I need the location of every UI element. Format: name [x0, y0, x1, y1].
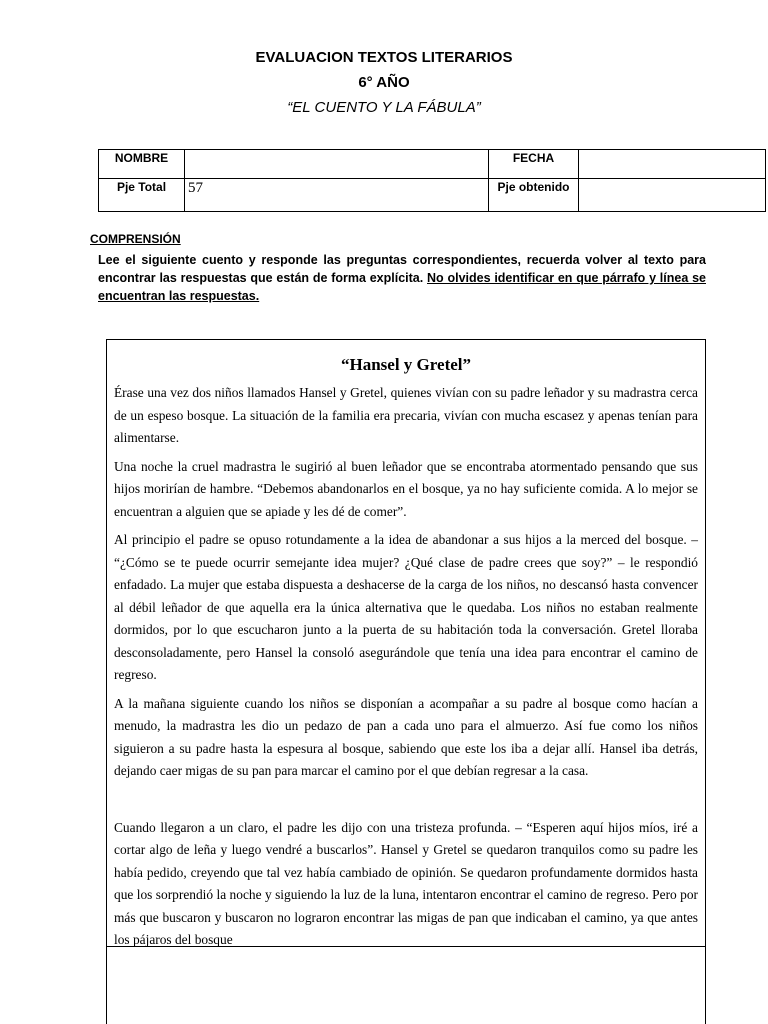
pje-total-value: 57 — [185, 179, 489, 212]
document-subtitle: “EL CUENTO Y LA FÁBULA” — [287, 99, 481, 116]
pje-obtenido-label: Pje obtenido — [489, 179, 579, 212]
pje-obtenido-field[interactable] — [579, 179, 766, 212]
story-box — [106, 339, 706, 1024]
story-paragraph: Érase una vez dos niños llamados Hansel y Gretel, quienes vivían con su padre leñador y su madrastra cerca de un espeso bosque. La situación de la familia era precaria, vivían con mucha escasez y apenas tenían para alimentarse. — [114, 385, 698, 445]
story-title: “Hansel y Gretel” — [341, 355, 471, 374]
story-box-bottom-border — [106, 946, 706, 947]
grade-label: 6° AÑO — [358, 74, 410, 91]
info-row-name — [99, 150, 766, 179]
nombre-field[interactable] — [185, 150, 489, 179]
document-title: EVALUACION TEXTOS LITERARIOS — [255, 49, 513, 66]
fecha-label: FECHA — [489, 150, 579, 179]
student-info-table — [98, 149, 766, 212]
section-title: COMPRENSIÓN — [90, 232, 181, 246]
story-paragraph: A la mañana siguiente cuando los niños se disponían a acompañar a su padre al bosque como hacían a menudo, la madrastra les dio un pedazo de pan a cada uno para el almuerzo. Así fue como los niños siguieron a su padre hasta la espesura al bosque, sabiendo que este los iba a dejar allí. Hansel iba detrás, dejando caer migas de su pan para marcar el camino por el que debían regresar a la casa. — [114, 695, 698, 778]
instructions-underlined: No olvides identificar en que párrafo y línea se encuentran las respuestas. — [98, 271, 706, 303]
document-header — [0, 48, 768, 118]
pje-total-label: Pje Total — [99, 179, 185, 212]
instructions — [98, 251, 706, 305]
nombre-label: NOMBRE — [99, 150, 185, 179]
story-paragraph: Al principio el padre se opuso rotundamente a la idea de abandonar a sus hijos a la merced del bosque. – “¿Cómo se te puede ocurrir semejante idea mujer? ¿Qué clase de padre crees que soy?” – le respondió enfadado. La mujer que estaba dispuesta a deshacerse de la carga de los niños, no descansó hasta convencer al débil leñador de que aquella era la única alternativa que le quedaba. Los niños no estaban realmente dormidos, por lo que escucharon junto a la puerta de su habitación toda la conversación. Gretel lloraba desconsoladamente, pero Hansel la consoló asegurándole que tenía una idea para encontrar el camino de regreso. — [114, 532, 698, 682]
story-paragraph: Una noche la cruel madrastra le sugirió al buen leñador que se encontraba atormentado pensando que sus hijos morirían de hambre. “Debemos abandonarlos en el bosque, ya no hay suficiente comida. A lo mejor se encuentran a alguien que se apiade y les dé de comer”. — [114, 458, 698, 519]
story-paragraph: Cuando llegaron a un claro, el padre les dijo con una tristeza profunda. – “Esperen aquí hijos míos, iré a cortar algo de leña y luego vendré a buscarlos”. Hansel y Gretel se quedaron tranquilos como su padre les había pedido, creyendo que tal vez había cambiado de opinión. Se quedaron profundamente dormidos hasta que los sorprendió la noche y siguiendo la luz de la luna, intentaron encontrar el camino de regreso. Pero por más que buscaron y buscaron no lograron encontrar las migas de pan que indicaban el camino, ya que antes los pájaros del bosque — [114, 819, 698, 947]
instructions-main: Lee el siguiente cuento y responde las preguntas correspondientes, recuerda volver al texto para encontrar las respuestas que están de forma explícita. — [98, 253, 706, 285]
info-row-score — [99, 179, 766, 212]
fecha-field[interactable] — [579, 150, 766, 179]
